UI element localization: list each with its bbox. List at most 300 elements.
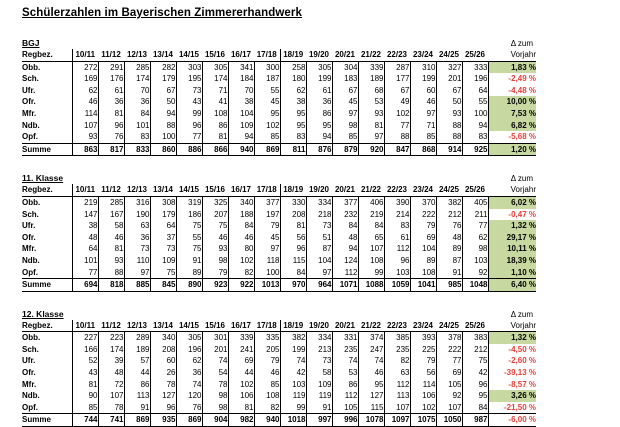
year-column-header: 13/14 <box>150 49 176 61</box>
data-table <box>22 49 536 156</box>
delta-value: 18,39 % <box>488 255 536 267</box>
cell-value: 340 <box>228 196 254 208</box>
header-row <box>22 320 536 332</box>
cell-value: 914 <box>436 143 462 156</box>
cell-value: 869 <box>176 414 202 427</box>
cell-value: 98 <box>202 255 228 267</box>
cell-value: 77 <box>72 267 98 279</box>
cell-value: 99 <box>176 108 202 120</box>
cell-value: 985 <box>436 279 462 292</box>
cell-value: 62 <box>72 85 98 97</box>
cell-value: 331 <box>332 332 358 344</box>
cell-value: 102 <box>254 120 280 132</box>
delta-value: -2,49 % <box>508 74 536 84</box>
year-column-header: 13/14 <box>150 320 176 332</box>
table-row <box>22 131 536 143</box>
cell-value: 107 <box>384 402 410 414</box>
cell-value: 334 <box>306 332 332 344</box>
region-label: Ufr. <box>22 85 72 97</box>
cell-value: 36 <box>98 96 124 108</box>
cell-value: 95 <box>462 390 488 402</box>
cell-value: 60 <box>410 85 436 97</box>
year-column-header: 14/15 <box>176 49 202 61</box>
cell-value: 36 <box>176 367 202 379</box>
cell-value: 95 <box>280 108 306 120</box>
table-block <box>22 173 620 291</box>
cell-value: 98 <box>202 390 228 402</box>
cell-value: 26 <box>150 367 176 379</box>
cell-value: 89 <box>436 243 462 255</box>
cell-value: 79 <box>202 267 228 279</box>
cell-value: 301 <box>202 332 228 344</box>
delta-value: -6,00 % <box>488 414 536 427</box>
cell-value: 94 <box>150 108 176 120</box>
region-label: Mfr. <box>22 379 72 391</box>
cell-value: 78 <box>150 379 176 391</box>
cell-value: 97 <box>254 243 280 255</box>
year-column-header: 21/22 <box>358 49 384 61</box>
cell-value: 333 <box>462 61 488 73</box>
cell-value: 1078 <box>358 414 384 427</box>
cell-value: 85 <box>254 131 280 143</box>
cell-value: 845 <box>150 279 176 292</box>
cell-value: 811 <box>280 143 306 156</box>
cell-value: 305 <box>202 61 228 73</box>
cell-value: 127 <box>358 390 384 402</box>
cell-value: 370 <box>410 196 436 208</box>
cell-value: 73 <box>306 355 332 367</box>
total-row <box>22 414 536 427</box>
cell-value: 71 <box>410 120 436 132</box>
cell-value: 67 <box>436 85 462 97</box>
cell-value: 339 <box>228 332 254 344</box>
region-label: Summe <box>22 414 72 427</box>
table-label-row <box>22 309 536 319</box>
cell-value: 107 <box>358 243 384 255</box>
cell-value: 186 <box>176 209 202 221</box>
cell-value: 207 <box>202 209 228 221</box>
cell-value: 406 <box>358 196 384 208</box>
cell-value: 103 <box>462 255 488 267</box>
cell-value: 85 <box>410 131 436 143</box>
cell-value: 100 <box>462 108 488 120</box>
cell-value: 97 <box>410 108 436 120</box>
cell-value: 940 <box>228 143 254 156</box>
cell-value: 69 <box>436 367 462 379</box>
delta-value: 1,10 % <box>488 267 536 279</box>
cell-value: 36 <box>124 96 150 108</box>
cell-value: 291 <box>98 61 124 73</box>
cell-value: 50 <box>150 96 176 108</box>
cell-value: 88 <box>436 131 462 143</box>
cell-value: 38 <box>228 96 254 108</box>
cell-value: 77 <box>436 355 462 367</box>
cell-value: 124 <box>332 255 358 267</box>
year-column-header: 23/24 <box>410 49 436 61</box>
cell-value: 55 <box>462 96 488 108</box>
table-row <box>22 96 536 108</box>
cell-value: 104 <box>228 108 254 120</box>
cell-value: 86 <box>306 108 332 120</box>
cell-value: 97 <box>306 267 332 279</box>
cell-value: 55 <box>176 232 202 244</box>
cell-value: 922 <box>228 279 254 292</box>
cell-value: 84 <box>280 267 306 279</box>
cell-value: 79 <box>254 220 280 232</box>
cell-value: 964 <box>306 279 332 292</box>
delta-value: -4,50 % <box>508 344 536 354</box>
cell-value: 187 <box>254 73 280 85</box>
cell-value: 49 <box>384 96 410 108</box>
cell-value: 97 <box>332 108 358 120</box>
delta-value: 1,32 % <box>488 220 536 232</box>
cell-value: 73 <box>176 85 202 97</box>
data-table <box>22 320 536 427</box>
year-column-header: 24/25 <box>436 320 462 332</box>
cell-value: 79 <box>254 355 280 367</box>
cell-value: 300 <box>254 61 280 73</box>
cell-value: 319 <box>176 196 202 208</box>
header-row <box>22 49 536 61</box>
year-column-header: 19/20 <box>306 320 332 332</box>
year-column-header: 12/13 <box>124 320 150 332</box>
cell-value: 79 <box>410 355 436 367</box>
cell-value: 219 <box>72 196 98 208</box>
cell-value: 91 <box>306 402 332 414</box>
cell-value: 93 <box>98 255 124 267</box>
cell-value: 199 <box>306 73 332 85</box>
cell-value: 304 <box>332 61 358 73</box>
cell-value: 61 <box>384 232 410 244</box>
delta-header-line2: Vorjahr <box>488 320 536 332</box>
region-label: Summe <box>22 143 72 156</box>
delta-value: 1,32 % <box>488 332 536 344</box>
region-label: Obb. <box>22 61 72 73</box>
cell-value: 382 <box>280 332 306 344</box>
cell-value: 847 <box>384 143 410 156</box>
cell-value: 305 <box>306 61 332 73</box>
cell-value: 77 <box>462 220 488 232</box>
year-column-header: 23/24 <box>410 184 436 196</box>
cell-value: 285 <box>98 196 124 208</box>
cell-value: 377 <box>254 196 280 208</box>
cell-value: 83 <box>384 220 410 232</box>
cell-value: 218 <box>306 209 332 221</box>
cell-value: 46 <box>98 232 124 244</box>
year-column-header: 25/26 <box>462 49 488 61</box>
cell-value: 98 <box>202 402 228 414</box>
cell-value: 1059 <box>384 279 410 292</box>
cell-value: 76 <box>176 402 202 414</box>
cell-value: 39 <box>98 355 124 367</box>
year-column-header: 16/17 <box>228 184 254 196</box>
cell-value: 86 <box>124 379 150 391</box>
cell-value: 330 <box>280 196 306 208</box>
year-column-header: 25/26 <box>462 320 488 332</box>
cell-value: 885 <box>124 279 150 292</box>
cell-value: 96 <box>98 120 124 132</box>
delta-value: 29,17 % <box>488 232 536 244</box>
region-label: Ufr. <box>22 355 72 367</box>
table-row <box>22 355 536 367</box>
cell-value: 101 <box>72 255 98 267</box>
cell-value: 68 <box>358 85 384 97</box>
cell-value: 112 <box>384 243 410 255</box>
cell-value: 84 <box>462 402 488 414</box>
region-label: Sch. <box>22 344 72 356</box>
cell-value: 114 <box>72 108 98 120</box>
year-column-header: 11/12 <box>98 49 124 61</box>
cell-value: 89 <box>176 267 202 279</box>
region-label: Opf. <box>22 402 72 414</box>
cell-value: 115 <box>280 255 306 267</box>
cell-value: 63 <box>124 220 150 232</box>
cell-value: 73 <box>124 243 150 255</box>
cell-value: 1075 <box>410 414 436 427</box>
cell-value: 79 <box>410 220 436 232</box>
cell-value: 74 <box>358 355 384 367</box>
year-column-header: 22/23 <box>384 320 410 332</box>
delta-value: 6,40 % <box>488 279 536 292</box>
cell-value: 44 <box>228 367 254 379</box>
region-column-header: Regbez. <box>22 49 72 61</box>
year-column-header: 20/21 <box>332 320 358 332</box>
cell-value: 109 <box>306 379 332 391</box>
cell-value: 91 <box>176 255 202 267</box>
cell-value: 58 <box>306 367 332 379</box>
cell-value: 227 <box>72 332 98 344</box>
cell-value: 46 <box>72 96 98 108</box>
cell-value: 85 <box>254 379 280 391</box>
cell-value: 69 <box>410 232 436 244</box>
cell-value: 205 <box>254 344 280 356</box>
total-row <box>22 279 536 292</box>
cell-value: 103 <box>384 267 410 279</box>
cell-value: 83 <box>462 131 488 143</box>
cell-value: 223 <box>98 332 124 344</box>
cell-value: 188 <box>228 209 254 221</box>
year-column-header: 14/15 <box>176 184 202 196</box>
cell-value: 108 <box>410 267 436 279</box>
delta-value: 3,26 % <box>488 390 536 402</box>
cell-value: 91 <box>124 402 150 414</box>
cell-value: 87 <box>306 243 332 255</box>
cell-value: 93 <box>436 108 462 120</box>
cell-value: 93 <box>202 243 228 255</box>
delta-value: -0,47 % <box>508 209 536 219</box>
cell-value: 102 <box>228 255 254 267</box>
region-label: Summe <box>22 279 72 292</box>
cell-value: 95 <box>358 379 384 391</box>
cell-value: 232 <box>332 209 358 221</box>
cell-value: 235 <box>332 344 358 356</box>
cell-value: 75 <box>150 267 176 279</box>
cell-value: 52 <box>72 355 98 367</box>
cell-value: 282 <box>150 61 176 73</box>
region-label: Obb. <box>22 196 72 208</box>
cell-value: 180 <box>280 73 306 85</box>
year-column-header: 18/19 <box>280 49 306 61</box>
cell-value: 70 <box>228 85 254 97</box>
year-column-header: 12/13 <box>124 49 150 61</box>
cell-value: 189 <box>358 73 384 85</box>
year-column-header: 21/22 <box>358 184 384 196</box>
cell-value: 61 <box>306 85 332 97</box>
cell-value: 94 <box>462 120 488 132</box>
cell-value: 110 <box>124 255 150 267</box>
delta-value: -2,60 % <box>508 356 536 366</box>
cell-value: 119 <box>306 390 332 402</box>
cell-value: 104 <box>306 255 332 267</box>
delta-value: -8,57 % <box>508 379 536 389</box>
cell-value: 88 <box>384 131 410 143</box>
cell-value: 174 <box>124 73 150 85</box>
table-label: 11. Klasse <box>22 173 64 184</box>
cell-value: 876 <box>306 143 332 156</box>
cell-value: 308 <box>150 196 176 208</box>
cell-value: 287 <box>384 61 410 73</box>
year-column-header: 11/12 <box>98 184 124 196</box>
cell-value: 96 <box>280 243 306 255</box>
cell-value: 92 <box>462 267 488 279</box>
cell-value: 74 <box>176 379 202 391</box>
year-column-header: 22/23 <box>384 49 410 61</box>
cell-value: 179 <box>150 73 176 85</box>
cell-value: 112 <box>384 379 410 391</box>
table-row <box>22 232 536 244</box>
cell-value: 235 <box>384 344 410 356</box>
cell-value: 196 <box>176 344 202 356</box>
cell-value: 99 <box>280 402 306 414</box>
cell-value: 108 <box>358 255 384 267</box>
cell-value: 42 <box>462 367 488 379</box>
cell-value: 85 <box>72 402 98 414</box>
cell-value: 114 <box>410 379 436 391</box>
cell-value: 94 <box>332 243 358 255</box>
table-block <box>22 38 620 156</box>
cell-value: 67 <box>150 85 176 97</box>
cell-value: 81 <box>72 379 98 391</box>
cell-value: 860 <box>150 143 176 156</box>
cell-value: 37 <box>150 232 176 244</box>
cell-value: 91 <box>436 267 462 279</box>
cell-value: 53 <box>358 96 384 108</box>
cell-value: 85 <box>332 131 358 143</box>
cell-value: 176 <box>98 73 124 85</box>
cell-value: 46 <box>410 96 436 108</box>
cell-value: 393 <box>410 332 436 344</box>
cell-value: 82 <box>384 355 410 367</box>
delta-value: -39,13 % <box>503 368 536 378</box>
cell-value: 38 <box>72 220 98 232</box>
delta-header-line1: Δ zum <box>510 174 533 184</box>
table-row <box>22 402 536 414</box>
cell-value: 98 <box>332 120 358 132</box>
cell-value: 382 <box>436 196 462 208</box>
cell-value: 305 <box>176 332 202 344</box>
year-column-header: 15/16 <box>202 184 228 196</box>
cell-value: 341 <box>228 61 254 73</box>
cell-value: 102 <box>228 379 254 391</box>
region-label: Ofr. <box>22 232 72 244</box>
cell-value: 904 <box>202 414 228 427</box>
cell-value: 73 <box>306 220 332 232</box>
cell-value: 75 <box>176 220 202 232</box>
cell-value: 107 <box>436 402 462 414</box>
table-row <box>22 85 536 97</box>
region-label: Ufr. <box>22 220 72 232</box>
cell-value: 81 <box>228 402 254 414</box>
cell-value: 289 <box>124 332 150 344</box>
cell-value: 325 <box>202 196 228 208</box>
cell-value: 208 <box>280 209 306 221</box>
cell-value: 923 <box>202 279 228 292</box>
cell-value: 84 <box>358 220 384 232</box>
year-column-header: 21/22 <box>358 320 384 332</box>
year-column-header: 17/18 <box>254 320 280 332</box>
cell-value: 44 <box>124 367 150 379</box>
cell-value: 119 <box>280 390 306 402</box>
year-column-header: 10/11 <box>72 320 98 332</box>
cell-value: 970 <box>280 279 306 292</box>
cell-value: 64 <box>462 85 488 97</box>
cell-value: 81 <box>98 108 124 120</box>
cell-value: 43 <box>176 96 202 108</box>
cell-value: 61 <box>98 85 124 97</box>
cell-value: 987 <box>462 414 488 427</box>
cell-value: 80 <box>228 243 254 255</box>
cell-value: 96 <box>384 255 410 267</box>
cell-value: 982 <box>228 414 254 427</box>
delta-value: -4,48 % <box>508 85 536 95</box>
table-block <box>22 309 620 427</box>
cell-value: 174 <box>202 73 228 85</box>
cell-value: 62 <box>176 355 202 367</box>
table-row <box>22 379 536 391</box>
cell-value: 45 <box>332 96 358 108</box>
region-column-header: Regbez. <box>22 184 72 196</box>
cell-value: 88 <box>150 120 176 132</box>
cell-value: 64 <box>72 243 98 255</box>
table-row <box>22 255 536 267</box>
cell-value: 869 <box>254 143 280 156</box>
delta-value: 10,00 % <box>488 96 536 108</box>
cell-value: 212 <box>462 344 488 356</box>
delta-value: 10,11 % <box>488 243 536 255</box>
cell-value: 241 <box>228 344 254 356</box>
cell-value: 107 <box>98 390 124 402</box>
cell-value: 62 <box>280 85 306 97</box>
table-row <box>22 243 536 255</box>
cell-value: 303 <box>176 61 202 73</box>
cell-value: 100 <box>150 131 176 143</box>
year-column-header: 24/25 <box>436 49 462 61</box>
cell-value: 105 <box>332 402 358 414</box>
cell-value: 69 <box>228 355 254 367</box>
cell-value: 83 <box>124 131 150 143</box>
cell-value: 106 <box>228 390 254 402</box>
cell-value: 46 <box>202 232 228 244</box>
year-column-header: 14/15 <box>176 320 202 332</box>
year-column-header: 10/11 <box>72 49 98 61</box>
cell-value: 78 <box>98 402 124 414</box>
cell-value: 818 <box>98 279 124 292</box>
cell-value: 225 <box>410 344 436 356</box>
delta-value: 6,82 % <box>488 120 536 132</box>
cell-value: 285 <box>124 61 150 73</box>
cell-value: 102 <box>410 402 436 414</box>
cell-value: 112 <box>332 390 358 402</box>
